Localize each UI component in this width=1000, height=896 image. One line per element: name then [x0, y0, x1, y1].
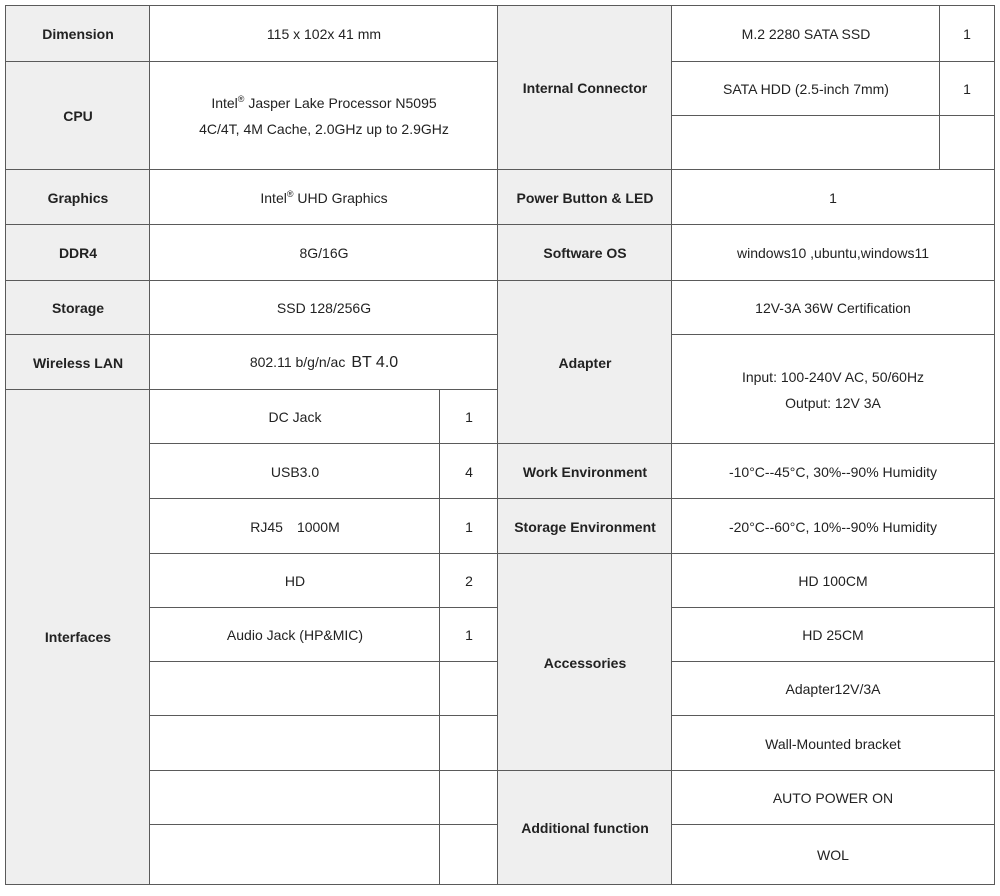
connector-qty: 1: [940, 6, 994, 62]
interface-item: DC Jack: [150, 390, 440, 444]
wireless-label: Wireless LAN: [6, 335, 150, 390]
interface-qty: 2: [440, 554, 498, 608]
connector-item: SATA HDD (2.5-inch 7mm): [672, 62, 940, 116]
additional-item: WOL: [672, 825, 994, 884]
graphics-value: Intel® UHD Graphics: [150, 170, 498, 225]
adapter-cert: 12V-3A 36W Certification: [672, 281, 994, 335]
cpu-label: CPU: [6, 62, 150, 170]
connector-item: [672, 116, 940, 170]
storage-label: Storage: [6, 281, 150, 335]
interface-qty: [440, 662, 498, 716]
interface-item: HD: [150, 554, 440, 608]
interface-qty: [440, 825, 498, 884]
adapter-io: [672, 335, 994, 444]
interface-qty: 1: [440, 608, 498, 662]
additional-item: AUTO POWER ON: [672, 771, 994, 825]
interface-qty: 1: [440, 499, 498, 554]
additional-function-label: Additional function: [498, 771, 672, 884]
adapter-input: Input: 100-240V AC, 50/60Hz: [741, 368, 925, 385]
interface-qty: 1: [440, 390, 498, 444]
dimension-value: 115 x 102x 41 mm: [150, 6, 498, 62]
cpu-model: Intel® Jasper Lake Processor N5095: [211, 94, 437, 111]
storage-env-value: -20°C--60°C, 10%--90% Humidity: [672, 499, 994, 554]
adapter-output: Output: 12V 3A: [785, 394, 881, 411]
cpu-spec: 4C/4T, 4M Cache, 2.0GHz up to 2.9GHz: [199, 121, 449, 137]
interface-item: [150, 825, 440, 884]
software-os-label: Software OS: [498, 225, 672, 281]
interface-item: RJ45 1000M: [150, 499, 440, 554]
accessories-label: Accessories: [498, 554, 672, 771]
work-env-value: -10°C--45°C, 30%--90% Humidity: [672, 444, 994, 499]
interface-item: [150, 716, 440, 771]
accessory-item: HD 100CM: [672, 554, 994, 608]
connector-qty: 1: [940, 62, 994, 116]
wireless-value: 802.11 b/g/n/ac BT 4.0: [150, 335, 498, 390]
power-button-label: Power Button & LED: [498, 170, 672, 225]
dimension-label: Dimension: [6, 6, 150, 62]
interface-qty: [440, 716, 498, 771]
interface-item: [150, 771, 440, 825]
work-env-label: Work Environment: [498, 444, 672, 499]
cpu-value: [150, 62, 498, 170]
adapter-label: Adapter: [498, 281, 672, 444]
interface-item: USB3.0: [150, 444, 440, 499]
interfaces-label: Interfaces: [6, 390, 150, 884]
power-button-value: 1: [672, 170, 994, 225]
connector-item: M.2 2280 SATA SSD: [672, 6, 940, 62]
accessory-item: HD 25CM: [672, 608, 994, 662]
graphics-label: Graphics: [6, 170, 150, 225]
software-os-value: windows10 ,ubuntu,windows11: [672, 225, 994, 281]
interface-qty: [440, 771, 498, 825]
ddr4-label: DDR4: [6, 225, 150, 281]
connector-qty: [940, 116, 994, 170]
storage-env-label: Storage Environment: [498, 499, 672, 554]
internal-connector-label: Internal Connector: [498, 6, 672, 170]
accessory-item: Wall-Mounted bracket: [672, 716, 994, 771]
interface-item: [150, 662, 440, 716]
ddr4-value: 8G/16G: [150, 225, 498, 281]
interface-item: Audio Jack (HP&MIC): [150, 608, 440, 662]
accessory-item: Adapter12V/3A: [672, 662, 994, 716]
storage-value: SSD 128/256G: [150, 281, 498, 335]
interface-qty: 4: [440, 444, 498, 499]
